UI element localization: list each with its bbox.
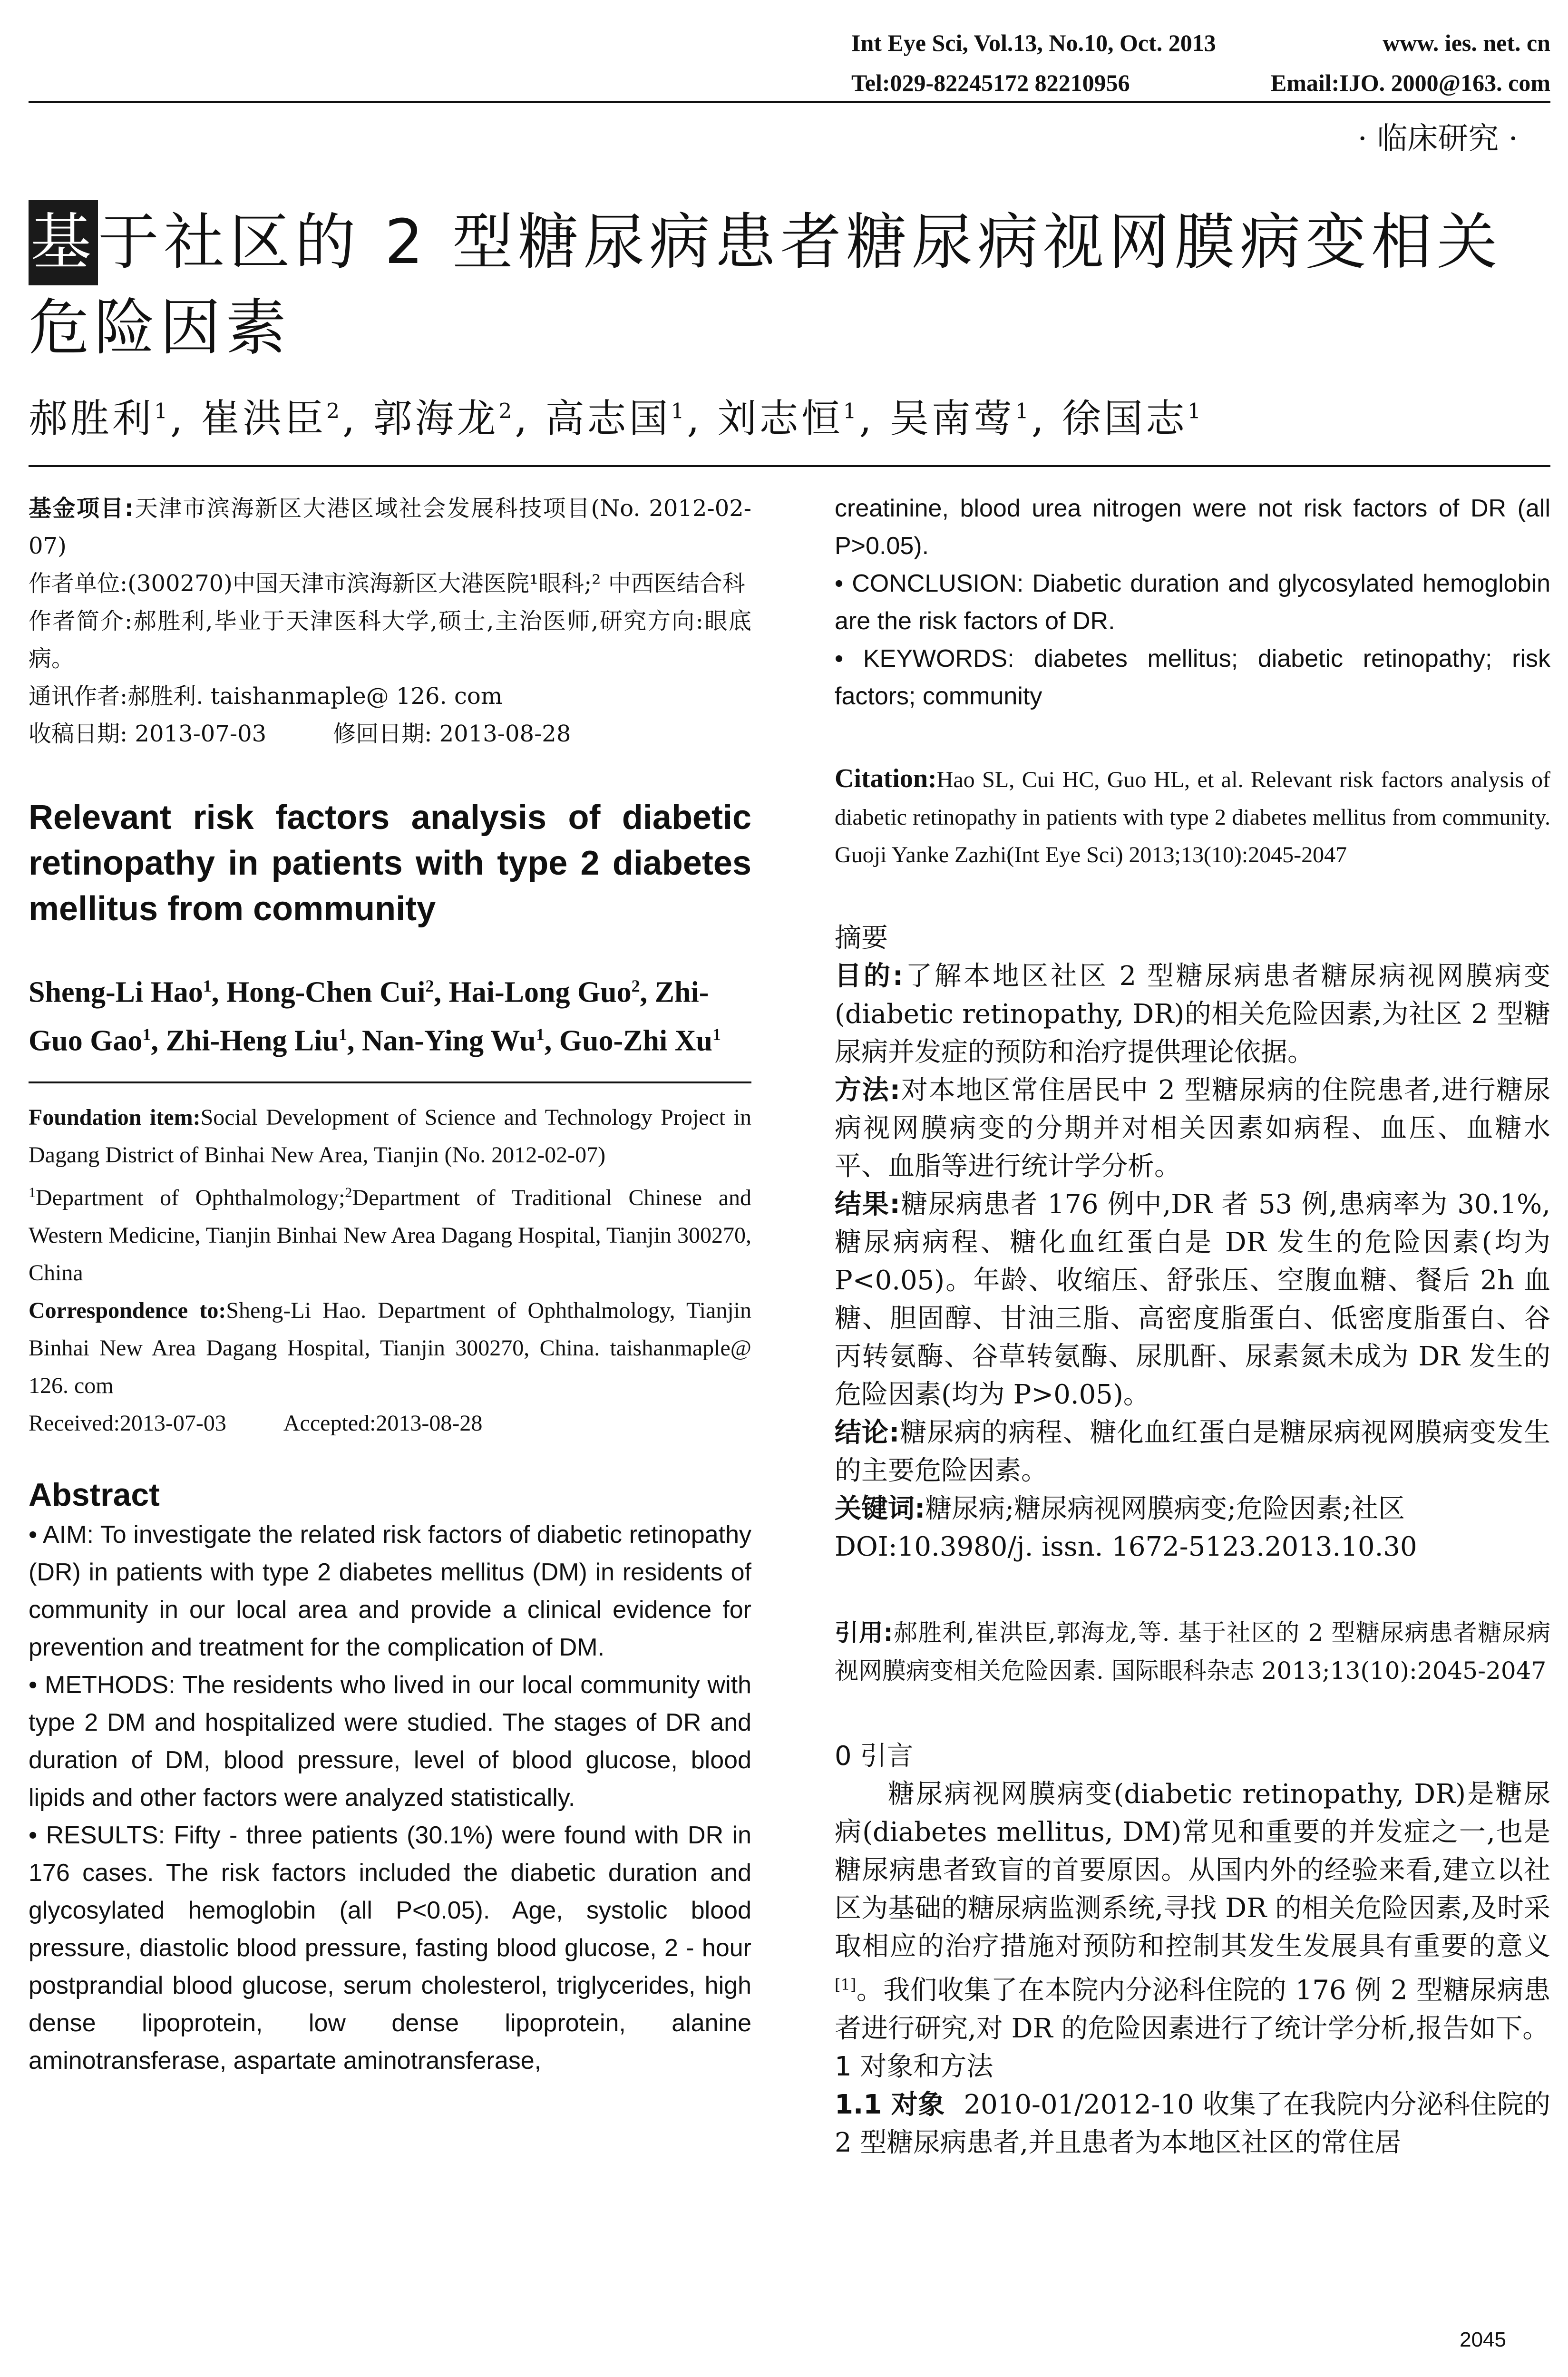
correspondence-cn-text: 郝胜利. taishanmaple@ 126. com bbox=[127, 683, 503, 710]
author-en: Hong-Chen Cui bbox=[226, 976, 426, 1009]
zh-purpose-text: 了解本地区社区 2 型糖尿病患者糖尿病视网膜病变(diabetic retinopathy, DR)的相关危险因素,为社区 2 型糖尿病并发症的预防和治疗提供理论依据。 bbox=[835, 961, 1550, 1068]
author-en: Nan-Ying Wu bbox=[361, 1024, 536, 1057]
zh-methods-text: 对本地区常住居民中 2 型糖尿病的住院患者,进行糖尿病视网膜病变的分期并对相关因素如病程、血压、血糖水平、血脂等进行统计学分析。 bbox=[835, 1075, 1551, 1182]
author-affiliation-mark: 1 bbox=[338, 1024, 347, 1044]
title-rest: 于社区的 2 型糖尿病患者糖尿病视网膜病变相关危险因素 bbox=[29, 207, 1502, 363]
zh-methods bbox=[835, 1072, 1550, 1186]
affiliation-en-1: Department of Ophthalmology; bbox=[36, 1185, 345, 1211]
correspondence-en bbox=[29, 1292, 751, 1404]
article-title bbox=[29, 200, 1550, 371]
abstract-heading: Abstract bbox=[29, 1477, 160, 1513]
abstract-results: • RESULTS: Fifty - three patients (30.1%) were found with DR in 176 cases. The risk factors included the diabetic duration and glycosylated hemoglobin (all P<0.05). Age, systolic blood pressure, diastolic blood pressure, fasting blood glucose, 2 - hour postprandial blood glucose, serum cholesterol, triglycerides, high dense lipoprotein, low dense lipoprotein, alanine aminotransferase, aspartate aminotransferase, bbox=[29, 1822, 751, 2075]
page-number: 2045 bbox=[1460, 2328, 1506, 2351]
label: 结果: bbox=[835, 1189, 900, 1220]
revised-cn: 修回日期: 2013-08-28 bbox=[333, 721, 571, 747]
subjects-text: 2010-01/2012-10 收集了在我院内分泌科住院的 2 型糖尿病患者,并且患者为本地区社区的常住居 bbox=[835, 2089, 1550, 2158]
author-en: Zhi-Heng Liu bbox=[166, 1024, 339, 1057]
right-column bbox=[835, 490, 1550, 2162]
subsection-label: 1.1 对象 bbox=[835, 2089, 945, 2120]
citation-en bbox=[835, 760, 1550, 874]
foundation-en-text: Social Development of Science and Technology Project in Dagang District of Binhai New Area, Tianjin (No. 2012-02-07) bbox=[29, 1105, 752, 1168]
title-first-char: 基 bbox=[29, 200, 98, 285]
section-heading-methods: 1 对象和方法 bbox=[835, 2051, 993, 2082]
received-cn: 收稿日期: 2013-07-03 bbox=[29, 721, 267, 747]
abstract-continued bbox=[835, 490, 1550, 715]
reference-mark[interactable]: [1] bbox=[835, 1976, 857, 1994]
author-cn: 徐国志 bbox=[1062, 396, 1188, 441]
doi[interactable]: DOI:10.3980/j. issn. 1672-5123.2013.10.30 bbox=[835, 1531, 1417, 1562]
left-divider bbox=[29, 1081, 751, 1083]
affiliation-en bbox=[29, 1174, 751, 1292]
label: 作者单位: bbox=[29, 570, 128, 597]
zh-keywords-text: 糖尿病;糖尿病视网膜病变;危险因素;社区 bbox=[925, 1493, 1405, 1524]
author-cn: 吴南莺 bbox=[889, 396, 1015, 441]
title-rule bbox=[29, 465, 1550, 467]
author-affiliation-mark: 1 bbox=[671, 399, 687, 424]
english-authors: Sheng-Li Hao$^1$, Hong-Chen Cui$^2$, Hai-Long Guo$^2$, Zhi-Guo Gao$^1$, Zhi-Heng Liu$^1$, Nan-Ying Wu$^1$, Guo-Zhi Xu$^1$ bbox=[29, 976, 721, 1057]
author-affiliation-mark: 1 bbox=[536, 1024, 545, 1044]
author-cn: 高志国 bbox=[545, 396, 671, 441]
bio-cn bbox=[29, 603, 751, 678]
journal-email[interactable]: Email:IJO. 2000@163. com bbox=[1270, 69, 1550, 96]
intro-text-cont: 。我们收集了在本院内分泌科住院的 176 例 2 型糖尿病患者进行研究,对 DR 的危险因素进行了统计学分析,报告如下。 bbox=[835, 1975, 1550, 2044]
intro-text: 糖尿病视网膜病变(diabetic retinopathy, DR)是糖尿病(diabetes mellitus, DM)常见和重要的并发症之一,也是糖尿病患者致盲的首要原因。从国内外的经验来看,建立以社区为基础的糖尿病监测系统,寻找 DR 的相关危险因素,及时采取相应的治疗措施对预防和控制其发生发展具有重要的意义 bbox=[835, 1779, 1550, 1962]
zh-results-text: 糖尿病患者 176 例中,DR 者 53 例,患病率为 30.1%,糖尿病病程、糖化血红蛋白是 DR 发生的危险因素(均为 P<0.05)。年龄、收缩压、舒张压、空腹血糖、餐后 2h 血糖、胆固醇、甘油三脂、高密度脂蛋白、低密度脂蛋白、谷丙转氨酶、谷草转氨酶、尿肌酐、尿素氮未成为 DR 发生的危险因素(均为 P>0.05)。 bbox=[835, 1189, 1550, 1410]
abstract-results-cont: creatinine, blood urea nitrogen were not risk factors of DR (all P>0.05). bbox=[835, 495, 1550, 560]
journal-citation-line: Int Eye Sci, Vol.13, No.10, Oct. 2013 bbox=[851, 29, 1216, 56]
zh-purpose bbox=[835, 957, 1550, 1072]
citation-cn bbox=[835, 1614, 1550, 1690]
foundation-cn-text: 天津市滨海新区大港区域社会发展科技项目(No. 2012-02-07) bbox=[29, 495, 751, 559]
author-affiliation-mark: 2 bbox=[326, 399, 343, 424]
affiliation-cn bbox=[29, 565, 751, 603]
foundation-cn bbox=[29, 490, 751, 565]
abstract-body bbox=[29, 1516, 751, 2080]
label: 基金项目: bbox=[29, 495, 134, 522]
author-en: Sheng-Li Hao bbox=[29, 976, 203, 1009]
subjects-paragraph bbox=[835, 2086, 1550, 2162]
author-en: Zhi-Guo Gao bbox=[29, 976, 709, 1057]
author-affiliation-mark: 1 bbox=[712, 1024, 721, 1044]
author-affiliation-mark: 1 bbox=[154, 399, 171, 424]
authors-cn: 郝胜利$^1$, 崔洪臣$^2$, 郭海龙$^2$, 高志国$^1$, 刘志恒$^1$, 吴南莺$^1$, 徐国志$^1$ bbox=[29, 396, 1204, 441]
affiliation-mark: 1 bbox=[29, 1185, 36, 1201]
english-title: Relevant risk factors analysis of diabetic retinopathy in patients with type 2 diabetes mellitus from community bbox=[29, 799, 751, 928]
author-affiliation-mark: 2 bbox=[631, 976, 640, 995]
accepted-en: Accepted:2013-08-28 bbox=[283, 1411, 483, 1436]
intro-paragraph bbox=[835, 1775, 1550, 2048]
affiliation-mark: 2 bbox=[345, 1185, 352, 1201]
journal-website[interactable]: www. ies. net. cn bbox=[1383, 29, 1550, 56]
zh-conclusion bbox=[835, 1414, 1550, 1490]
bio-cn-text: 郝胜利,毕业于天津医科大学,硕士,主治医师,研究方向:眼底病。 bbox=[29, 608, 751, 672]
author-cn: 郝胜利 bbox=[29, 396, 155, 441]
label: 目的: bbox=[835, 961, 904, 992]
author-affiliation-mark: 1 bbox=[203, 976, 212, 995]
author-cn: 崔洪臣 bbox=[201, 396, 327, 441]
author-affiliation-mark: 1 bbox=[142, 1024, 151, 1044]
affiliation-en-2: Department of Traditional Chinese and Western Medicine, Tianjin Binhai New Area Dagang Hospital, Tianjin 300270, China bbox=[29, 1185, 752, 1286]
correspondence-cn bbox=[29, 678, 751, 715]
author-affiliation-mark: 1 bbox=[1015, 399, 1032, 424]
zh-keywords bbox=[835, 1490, 1550, 1528]
author-en: Hai-Long Guo bbox=[448, 976, 632, 1009]
affiliation-cn-text: (300270)中国天津市滨海新区大港医院¹眼科;² 中西医结合科 bbox=[127, 570, 745, 597]
header-rule bbox=[29, 101, 1550, 103]
dates-en bbox=[29, 1404, 751, 1442]
abstract-methods: • METHODS: The residents who lived in our local community with type 2 DM and hospitalized were studied. The stages of DR and duration of DM, blood pressure, level of blood glucose, blood lipids and other factors were analyzed statistically. bbox=[29, 1671, 751, 1812]
author-affiliation-mark: 2 bbox=[425, 976, 434, 995]
zh-results bbox=[835, 1186, 1550, 1414]
left-column bbox=[29, 490, 751, 2080]
section-tag: · 临床研究 · bbox=[1357, 121, 1518, 156]
zh-conclusion-text: 糖尿病的病程、糖化血红蛋白是糖尿病视网膜病变发生的主要危险因素。 bbox=[835, 1417, 1551, 1486]
label: 通讯作者: bbox=[29, 683, 128, 710]
label: 结论: bbox=[835, 1417, 900, 1448]
abstract-aim: • AIM: To investigate the related risk factors of diabetic retinopathy (DR) in patients with type 2 diabetes mellitus (DM) in residents of community in our local area and provide a clinical evidence for prevention and treatment for the complication of DM. bbox=[29, 1521, 751, 1662]
abstract-keywords: • KEYWORDS: diabetes mellitus; diabetic retinopathy; risk factors; community bbox=[835, 645, 1550, 710]
label: Citation: bbox=[835, 764, 937, 793]
dates-cn bbox=[29, 715, 751, 753]
label: 方法: bbox=[835, 1075, 901, 1106]
label: 作者简介: bbox=[29, 608, 133, 634]
label: Foundation item: bbox=[29, 1105, 201, 1130]
zh-abstract-body bbox=[835, 957, 1550, 1566]
author-affiliation-mark: 1 bbox=[1187, 399, 1204, 424]
label: 引用: bbox=[835, 1619, 893, 1646]
citation-en-text: Hao SL, Cui HC, Guo HL, et al. Relevant risk factors analysis of diabetic retinopathy in patients with type 2 diabetes mellitus from community. Guoji Yanke Zazhi(Int Eye Sci) 2013;13(10):2045-2047 bbox=[835, 767, 1550, 867]
journal-header bbox=[851, 23, 1550, 103]
author-cn: 郭海龙 bbox=[373, 396, 499, 441]
received-en: Received:2013-07-03 bbox=[29, 1411, 226, 1436]
citation-cn-text: 郝胜利,崔洪臣,郭海龙,等. 基于社区的 2 型糖尿病患者糖尿病视网膜病变相关危险因素. 国际眼科杂志 2013;13(10):2045-2047 bbox=[835, 1619, 1550, 1685]
foundation-en bbox=[29, 1099, 751, 1174]
author-en: Guo-Zhi Xu bbox=[559, 1024, 712, 1057]
correspondence-en-text: Sheng-Li Hao. Department of Ophthalmology, Tianjin Binhai New Area Dagang Hospital, Tianjin 300270, China. taishanmaple@ 126. com bbox=[29, 1298, 751, 1399]
label: Correspondence to: bbox=[29, 1298, 226, 1324]
label: 关键词: bbox=[835, 1493, 925, 1524]
zh-abstract-heading: 摘要 bbox=[835, 923, 888, 954]
author-cn: 刘志恒 bbox=[717, 396, 843, 441]
abstract-conclusion: • CONCLUSION: Diabetic duration and glycosylated hemoglobin are the risk factors of DR. bbox=[835, 570, 1550, 635]
author-affiliation-mark: 1 bbox=[843, 399, 859, 424]
author-affiliation-mark: 2 bbox=[498, 399, 515, 424]
journal-tel: Tel:029-82245172 82210956 bbox=[851, 69, 1130, 96]
section-heading-intro: 0 引言 bbox=[835, 1741, 914, 1772]
